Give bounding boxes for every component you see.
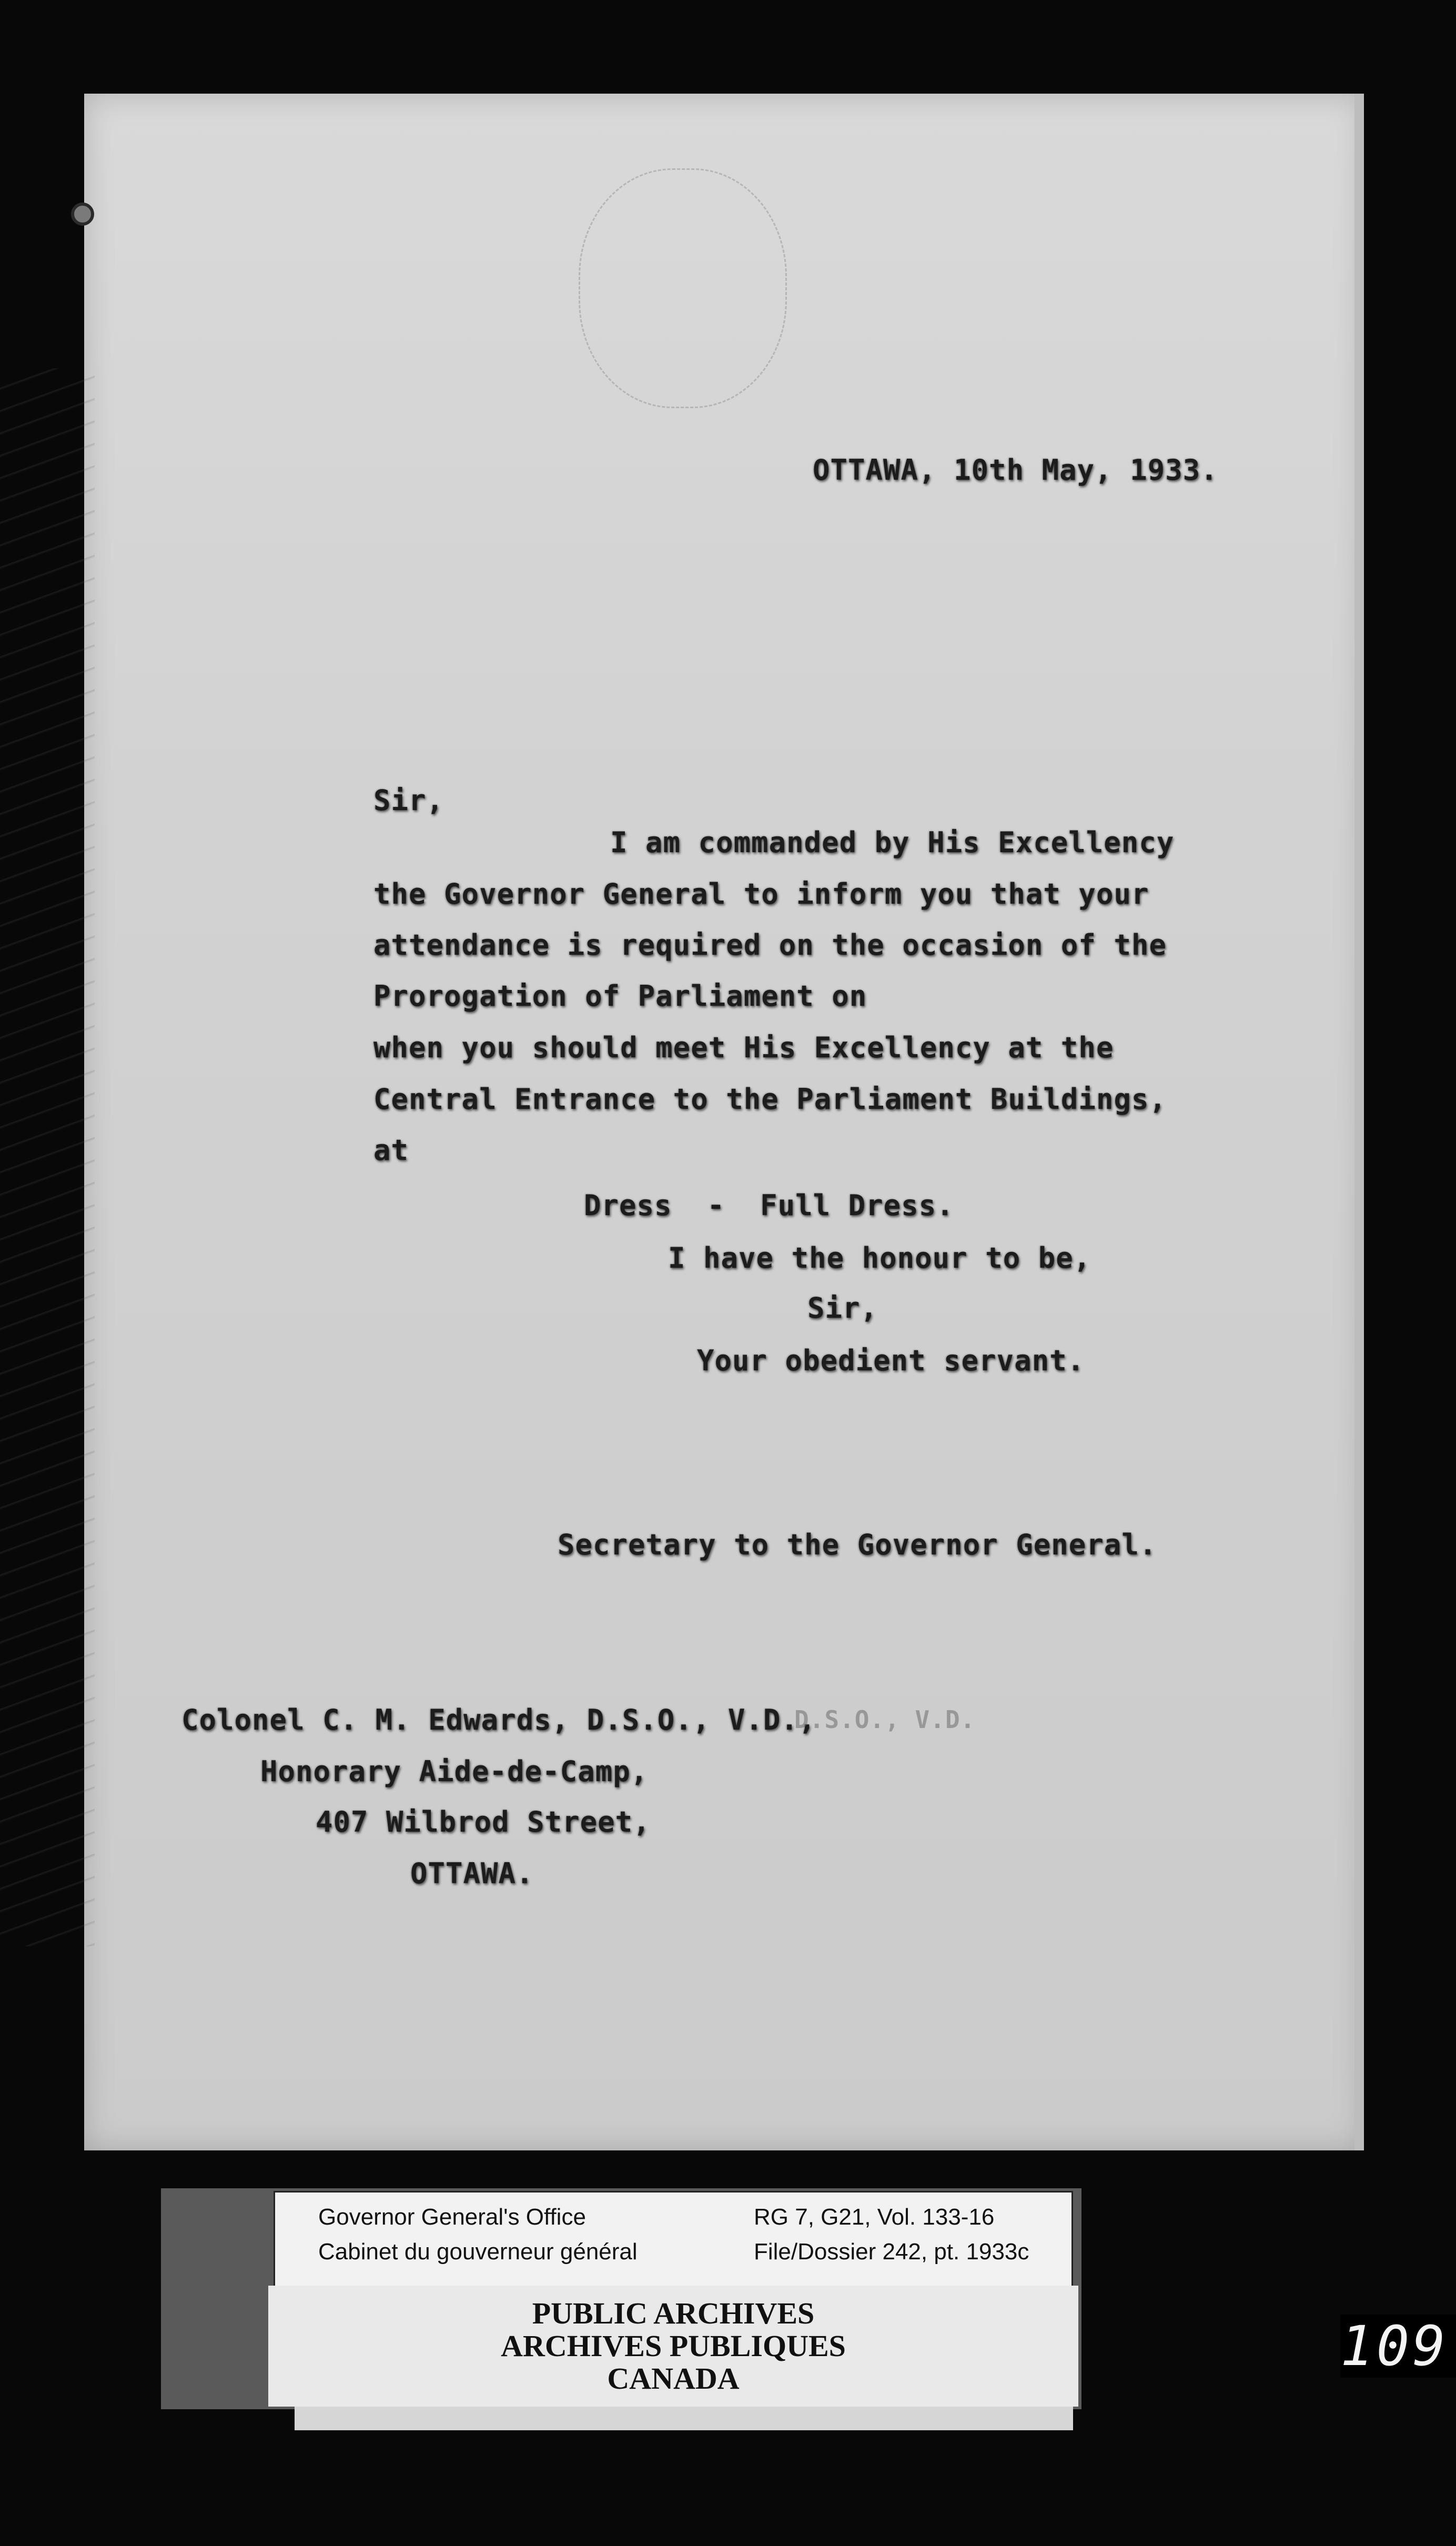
letter-salutation: Sir, [373,784,444,817]
label-lower-strip [295,2407,1073,2430]
letter-body-line: Central Entrance to the Parliament Buildings, [373,1083,1167,1116]
addressee-line: Honorary Aide-de-Camp, [260,1755,649,1788]
office-name-en: Governor General's Office [318,2204,586,2230]
addressee-line: OTTAWA. [410,1857,534,1890]
addressee-faint-overtype: D.S.O., V.D. [794,1705,976,1734]
file-reference: File/Dossier 242, pt. 1933c [754,2239,1029,2265]
letter-body-line: at [373,1134,409,1167]
archives-name-en: PUBLIC ARCHIVES [532,2296,815,2330]
addressee-line: Colonel C. M. Edwards, D.S.O., V.D., [181,1703,816,1736]
addressee-line: 407 Wilbrod Street, [316,1805,651,1838]
letter-closing-line: Sir, [807,1291,878,1325]
letter-body-line: Prorogation of Parliament on [373,979,867,1013]
letter-closing-line: Your obedient servant. [697,1344,1085,1377]
letter-body-line: attendance is required on the occasion of the [373,928,1167,962]
archive-reference-label [274,2191,1073,2288]
public-archives-label [268,2286,1078,2407]
sheet-edge [1354,94,1364,2150]
punch-hole-icon [71,203,94,226]
letter-dress-line: Dress - Full Dress. [584,1189,954,1222]
film-scratch-marks [0,368,95,1946]
faint-seal-stamp [579,168,787,408]
letter-body-line: when you should meet His Excellency at the [373,1031,1114,1064]
letter-closing-line: I have the honour to be, [668,1241,1091,1275]
archives-name-fr: ARCHIVES PUBLIQUES [501,2329,846,2363]
letter-dateline: OTTAWA, 10th May, 1933. [813,453,1218,487]
letter-body-line: the Governor General to inform you that your [373,877,1149,911]
microfilm-frame-number: 109 [1340,2315,1456,2378]
letter-body-line: I am commanded by His Excellency [610,826,1175,859]
office-name-fr: Cabinet du gouverneur général [318,2239,638,2265]
archives-country: CANADA [607,2361,740,2396]
signature-title: Secretary to the Governor General. [558,1528,1157,1561]
record-group-reference: RG 7, G21, Vol. 133-16 [754,2204,995,2230]
